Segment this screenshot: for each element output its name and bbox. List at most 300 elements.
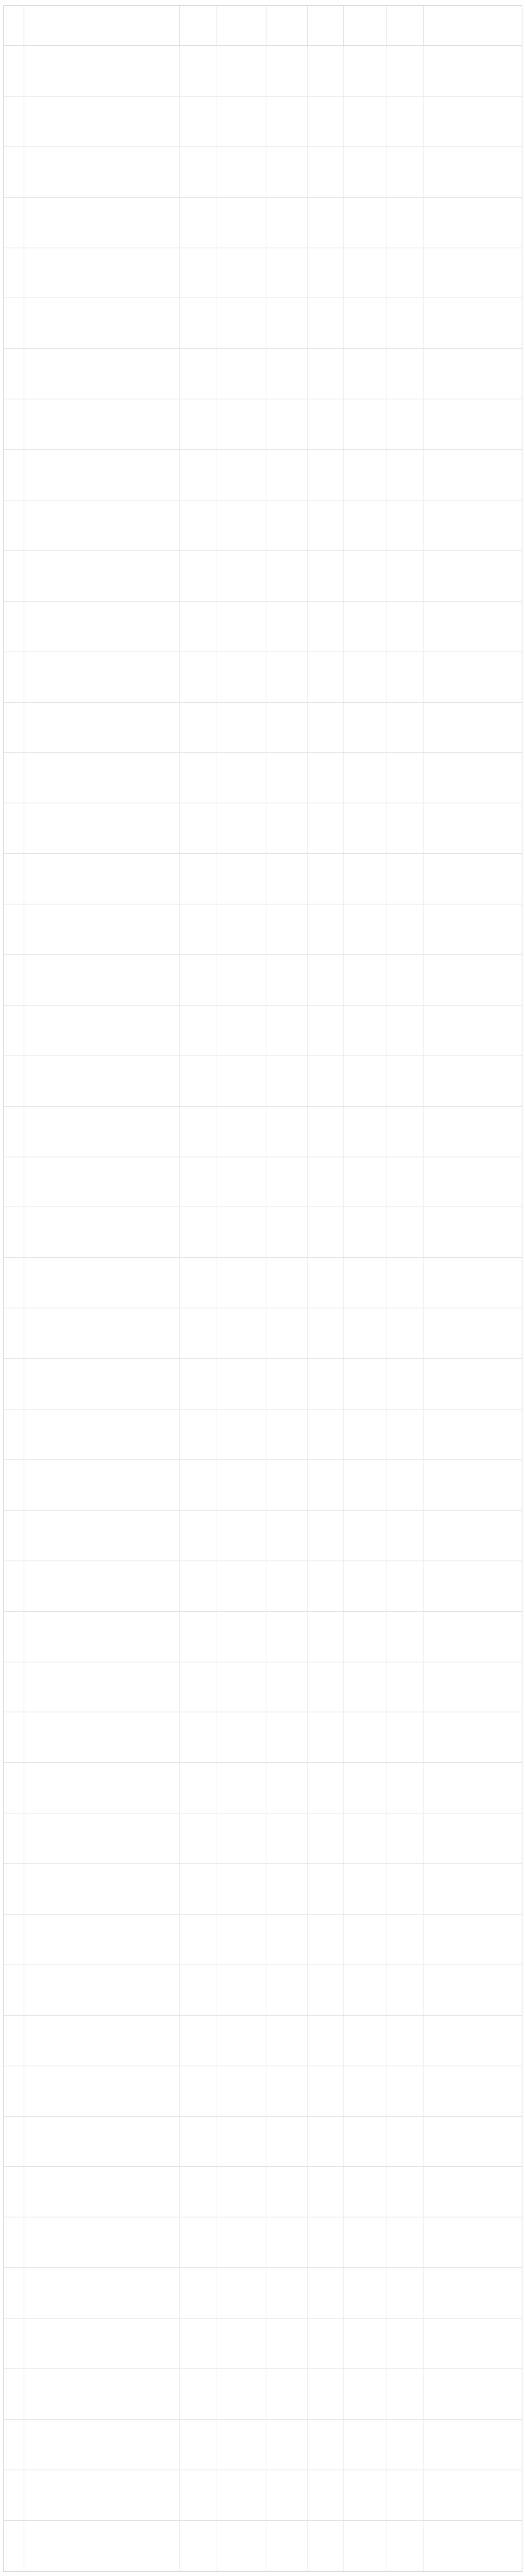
table-cell xyxy=(424,298,522,348)
table-row xyxy=(4,349,522,399)
table-row xyxy=(4,753,522,803)
table-cell xyxy=(308,1511,344,1561)
table-cell xyxy=(24,147,180,197)
table-row xyxy=(4,2167,522,2217)
table-cell xyxy=(180,1006,217,1055)
table-cell xyxy=(387,46,424,96)
table-cell xyxy=(24,1258,180,1308)
table-cell xyxy=(217,450,266,500)
table-cell xyxy=(24,1056,180,1106)
table-cell xyxy=(217,1056,266,1106)
table-cell xyxy=(4,1561,24,1611)
table-cell xyxy=(308,1308,344,1358)
table-cell xyxy=(387,904,424,954)
table-cell xyxy=(24,97,180,146)
table-cell xyxy=(308,1107,344,1157)
table-cell xyxy=(424,1056,522,1106)
table-cell xyxy=(180,450,217,500)
table-cell xyxy=(387,1561,424,1611)
table-cell xyxy=(387,1712,424,1762)
table-cell xyxy=(387,349,424,399)
table-cell xyxy=(344,1763,387,1813)
table-row xyxy=(4,1308,522,1359)
table-cell xyxy=(217,2167,266,2217)
table-cell xyxy=(24,2268,180,2318)
table-cell xyxy=(344,147,387,197)
table-cell xyxy=(344,2521,387,2571)
table-cell xyxy=(217,1813,266,1863)
table-row xyxy=(4,1864,522,1915)
table-cell xyxy=(266,2217,308,2267)
table-cell xyxy=(387,1662,424,1712)
table-cell xyxy=(387,1006,424,1055)
table-cell xyxy=(180,1511,217,1561)
table-row xyxy=(4,2319,522,2369)
table-cell xyxy=(217,2066,266,2116)
table-cell xyxy=(24,703,180,753)
table-cell xyxy=(180,1308,217,1358)
table-cell xyxy=(424,1662,522,1712)
table-cell xyxy=(266,1813,308,1863)
table-cell xyxy=(217,2369,266,2419)
table-cell xyxy=(424,97,522,146)
table-cell xyxy=(4,2016,24,2066)
table-cell xyxy=(308,2016,344,2066)
table-cell xyxy=(266,1056,308,1106)
table-cell xyxy=(344,854,387,904)
table-cell xyxy=(180,2268,217,2318)
table-cell xyxy=(4,1410,24,1459)
table-cell xyxy=(344,1006,387,1055)
table-cell xyxy=(266,753,308,803)
table-cell xyxy=(24,1157,180,1207)
table-cell xyxy=(24,1864,180,1914)
table-cell xyxy=(217,1308,266,1358)
table-cell xyxy=(180,753,217,803)
table-cell xyxy=(217,1511,266,1561)
table-cell xyxy=(4,1258,24,1308)
table-cell xyxy=(180,1107,217,1157)
table-cell xyxy=(4,1157,24,1207)
table-row xyxy=(4,904,522,955)
table-cell xyxy=(4,1662,24,1712)
table-cell xyxy=(4,2066,24,2116)
table-cell xyxy=(344,904,387,954)
table-cell xyxy=(308,803,344,853)
table-cell xyxy=(344,753,387,803)
table-cell xyxy=(180,803,217,853)
table-cell xyxy=(24,551,180,601)
table-cell xyxy=(217,803,266,853)
table-cell xyxy=(266,1561,308,1611)
table-cell xyxy=(217,1915,266,1965)
table-row xyxy=(4,2117,522,2167)
table-cell xyxy=(24,500,180,550)
table-row xyxy=(4,703,522,753)
table-cell xyxy=(387,854,424,904)
table-cell xyxy=(308,2167,344,2217)
table-cell xyxy=(424,1006,522,1055)
table-cell xyxy=(308,1915,344,1965)
table-cell xyxy=(344,450,387,500)
table-cell xyxy=(217,1006,266,1055)
table-cell xyxy=(24,1207,180,1257)
table-cell xyxy=(308,1056,344,1106)
table-cell xyxy=(308,2521,344,2571)
table-row xyxy=(4,147,522,198)
table-cell xyxy=(180,500,217,550)
table-cell xyxy=(217,298,266,348)
table-cell xyxy=(308,97,344,146)
table-cell xyxy=(217,2268,266,2318)
table-cell xyxy=(308,298,344,348)
table-row xyxy=(4,97,522,147)
table-cell xyxy=(266,198,308,248)
table-cell xyxy=(344,46,387,96)
table-row xyxy=(4,602,522,652)
table-cell xyxy=(180,1612,217,1662)
header-cell xyxy=(266,6,308,45)
table-cell xyxy=(217,652,266,702)
table-cell xyxy=(4,450,24,500)
table-cell xyxy=(266,1157,308,1207)
table-cell xyxy=(180,1410,217,1459)
table-cell xyxy=(424,703,522,753)
table-cell xyxy=(424,803,522,853)
table-cell xyxy=(217,2117,266,2167)
table-cell xyxy=(266,955,308,1005)
table-cell xyxy=(424,1258,522,1308)
table-cell xyxy=(4,1915,24,1965)
table-cell xyxy=(424,2117,522,2167)
table-row xyxy=(4,2016,522,2066)
table-cell xyxy=(4,46,24,96)
header-row xyxy=(4,6,522,46)
table-cell xyxy=(424,147,522,197)
table-row xyxy=(4,399,522,450)
table-cell xyxy=(266,147,308,197)
table-cell xyxy=(387,2369,424,2419)
table-cell xyxy=(387,298,424,348)
table-cell xyxy=(4,248,24,298)
table-cell xyxy=(180,652,217,702)
table-cell xyxy=(217,1359,266,1409)
table-cell xyxy=(387,147,424,197)
table-cell xyxy=(4,1965,24,2015)
table-cell xyxy=(180,1056,217,1106)
table-cell xyxy=(308,904,344,954)
table-cell xyxy=(344,1612,387,1662)
table-cell xyxy=(180,2470,217,2520)
table-cell xyxy=(24,1915,180,1965)
table-cell xyxy=(24,1410,180,1459)
table-cell xyxy=(266,399,308,449)
table-cell xyxy=(344,1207,387,1257)
table-cell xyxy=(217,1460,266,1510)
table-cell xyxy=(344,2470,387,2520)
table-cell xyxy=(266,1006,308,1055)
table-cell xyxy=(266,349,308,399)
table-cell xyxy=(344,1359,387,1409)
table-cell xyxy=(266,2268,308,2318)
table-cell xyxy=(180,248,217,298)
table-cell xyxy=(424,500,522,550)
table-cell xyxy=(4,1207,24,1257)
table-cell xyxy=(266,1511,308,1561)
table-cell xyxy=(4,298,24,348)
table-cell xyxy=(217,1157,266,1207)
table-cell xyxy=(217,500,266,550)
table-cell xyxy=(266,854,308,904)
table-cell xyxy=(387,803,424,853)
table-cell xyxy=(180,1359,217,1409)
table-cell xyxy=(308,1410,344,1459)
table-cell xyxy=(4,399,24,449)
table-cell xyxy=(387,2268,424,2318)
table-cell xyxy=(4,2369,24,2419)
table-cell xyxy=(180,147,217,197)
table-row xyxy=(4,854,522,904)
table-cell xyxy=(424,904,522,954)
table-row xyxy=(4,803,522,854)
table-cell xyxy=(308,1460,344,1510)
table-cell xyxy=(24,1460,180,1510)
table-cell xyxy=(387,2319,424,2368)
table-cell xyxy=(217,1410,266,1459)
table-cell xyxy=(308,2420,344,2470)
table-cell xyxy=(180,1712,217,1762)
table-cell xyxy=(180,2217,217,2267)
table-cell xyxy=(344,1460,387,1510)
table-cell xyxy=(308,602,344,652)
table-cell xyxy=(387,1813,424,1863)
table-cell xyxy=(344,803,387,853)
table-cell xyxy=(266,1308,308,1358)
header-cell xyxy=(387,6,424,45)
table-cell xyxy=(266,97,308,146)
table-cell xyxy=(308,703,344,753)
table-cell xyxy=(180,399,217,449)
table-cell xyxy=(344,1308,387,1358)
table-cell xyxy=(387,652,424,702)
table-cell xyxy=(308,854,344,904)
table-cell xyxy=(387,1056,424,1106)
table-cell xyxy=(424,1915,522,1965)
table-cell xyxy=(308,198,344,248)
table-cell xyxy=(4,500,24,550)
table-cell xyxy=(344,500,387,550)
table-row xyxy=(4,450,522,500)
table-cell xyxy=(266,2117,308,2167)
table-row xyxy=(4,500,522,551)
table-cell xyxy=(344,1157,387,1207)
table xyxy=(3,5,522,2572)
table-cell xyxy=(344,2167,387,2217)
table-cell xyxy=(4,703,24,753)
table-cell xyxy=(24,2066,180,2116)
table-cell xyxy=(424,1207,522,1257)
table-cell xyxy=(266,1460,308,1510)
table-row xyxy=(4,1612,522,1662)
table-cell xyxy=(180,904,217,954)
table-cell xyxy=(387,753,424,803)
table-cell xyxy=(24,1359,180,1409)
table-row xyxy=(4,2217,522,2268)
table-cell xyxy=(24,753,180,803)
table-cell xyxy=(24,602,180,652)
table-cell xyxy=(308,1612,344,1662)
table-cell xyxy=(266,703,308,753)
table-cell xyxy=(387,1410,424,1459)
table-cell xyxy=(308,2217,344,2267)
table-cell xyxy=(24,955,180,1005)
table-row xyxy=(4,1460,522,1511)
table-cell xyxy=(4,1612,24,1662)
table-cell xyxy=(308,652,344,702)
table-cell xyxy=(217,1864,266,1914)
table-cell xyxy=(424,450,522,500)
table-cell xyxy=(4,753,24,803)
table-cell xyxy=(24,399,180,449)
table-cell xyxy=(180,854,217,904)
table-cell xyxy=(24,1712,180,1762)
table-cell xyxy=(266,904,308,954)
table-cell xyxy=(24,2167,180,2217)
table-cell xyxy=(4,2319,24,2368)
table-cell xyxy=(217,854,266,904)
table-cell xyxy=(424,1308,522,1358)
table-cell xyxy=(308,1763,344,1813)
table-cell xyxy=(217,551,266,601)
table-cell xyxy=(217,1207,266,1257)
table-cell xyxy=(344,1107,387,1157)
table-cell xyxy=(344,349,387,399)
table-cell xyxy=(387,2016,424,2066)
table-cell xyxy=(424,198,522,248)
table-cell xyxy=(387,1612,424,1662)
table-cell xyxy=(424,2521,522,2571)
table-row xyxy=(4,1107,522,1157)
table-cell xyxy=(180,97,217,146)
table-cell xyxy=(24,1813,180,1863)
table-row xyxy=(4,1763,522,1813)
table-cell xyxy=(217,1712,266,1762)
table-cell xyxy=(344,97,387,146)
table-cell xyxy=(424,1359,522,1409)
table-cell xyxy=(308,1561,344,1611)
table-cell xyxy=(266,1258,308,1308)
table-cell xyxy=(217,2420,266,2470)
table-cell xyxy=(308,2319,344,2368)
table-cell xyxy=(387,1864,424,1914)
table-cell xyxy=(344,399,387,449)
table-cell xyxy=(424,1813,522,1863)
table-cell xyxy=(308,1712,344,1762)
table-body xyxy=(4,46,522,2571)
table-cell xyxy=(217,2016,266,2066)
table-cell xyxy=(387,399,424,449)
table-cell xyxy=(424,2420,522,2470)
table-row xyxy=(4,2470,522,2521)
table-cell xyxy=(180,1207,217,1257)
header-cell xyxy=(24,6,180,45)
table-cell xyxy=(344,1056,387,1106)
table-cell xyxy=(308,1813,344,1863)
table-cell xyxy=(344,703,387,753)
table-cell xyxy=(387,2470,424,2520)
table-cell xyxy=(4,1712,24,1762)
table-cell xyxy=(266,1763,308,1813)
table-cell xyxy=(4,904,24,954)
table-row xyxy=(4,1662,522,1713)
table-cell xyxy=(387,602,424,652)
table-cell xyxy=(387,2521,424,2571)
table-cell xyxy=(387,1965,424,2015)
table-cell xyxy=(344,2066,387,2116)
table-cell xyxy=(266,450,308,500)
table-row xyxy=(4,1207,522,1258)
table-cell xyxy=(344,1410,387,1459)
table-cell xyxy=(424,1107,522,1157)
table-row xyxy=(4,2369,522,2420)
header-cell xyxy=(180,6,217,45)
table-cell xyxy=(180,551,217,601)
table-cell xyxy=(387,248,424,298)
table-cell xyxy=(344,2369,387,2419)
table-row xyxy=(4,955,522,1006)
table-cell xyxy=(344,2420,387,2470)
table-cell xyxy=(180,1561,217,1611)
table-cell xyxy=(424,1460,522,1510)
table-cell xyxy=(266,298,308,348)
table-cell xyxy=(424,551,522,601)
table-cell xyxy=(266,1965,308,2015)
header-cell xyxy=(344,6,387,45)
table-cell xyxy=(24,450,180,500)
table-cell xyxy=(308,2369,344,2419)
table-cell xyxy=(180,703,217,753)
table-cell xyxy=(387,1915,424,1965)
table-cell xyxy=(217,2521,266,2571)
table-cell xyxy=(387,2066,424,2116)
table-cell xyxy=(424,1511,522,1561)
table-row xyxy=(4,1359,522,1410)
table-cell xyxy=(308,955,344,1005)
table-cell xyxy=(4,955,24,1005)
table-cell xyxy=(424,2470,522,2520)
table-cell xyxy=(24,1612,180,1662)
table-cell xyxy=(4,198,24,248)
table-cell xyxy=(180,2066,217,2116)
table-cell xyxy=(266,1410,308,1459)
table-cell xyxy=(217,147,266,197)
table-cell xyxy=(217,198,266,248)
header-cell xyxy=(424,6,522,45)
table-cell xyxy=(24,854,180,904)
table-cell xyxy=(24,1308,180,1358)
table-cell xyxy=(308,1006,344,1055)
table-cell xyxy=(266,1107,308,1157)
table-cell xyxy=(4,1763,24,1813)
table-cell xyxy=(180,1965,217,2015)
table-cell xyxy=(387,1511,424,1561)
table-cell xyxy=(24,349,180,399)
table-cell xyxy=(387,1359,424,1409)
table-cell xyxy=(180,2117,217,2167)
header-cell xyxy=(308,6,344,45)
table-cell xyxy=(24,803,180,853)
table-row xyxy=(4,248,522,299)
